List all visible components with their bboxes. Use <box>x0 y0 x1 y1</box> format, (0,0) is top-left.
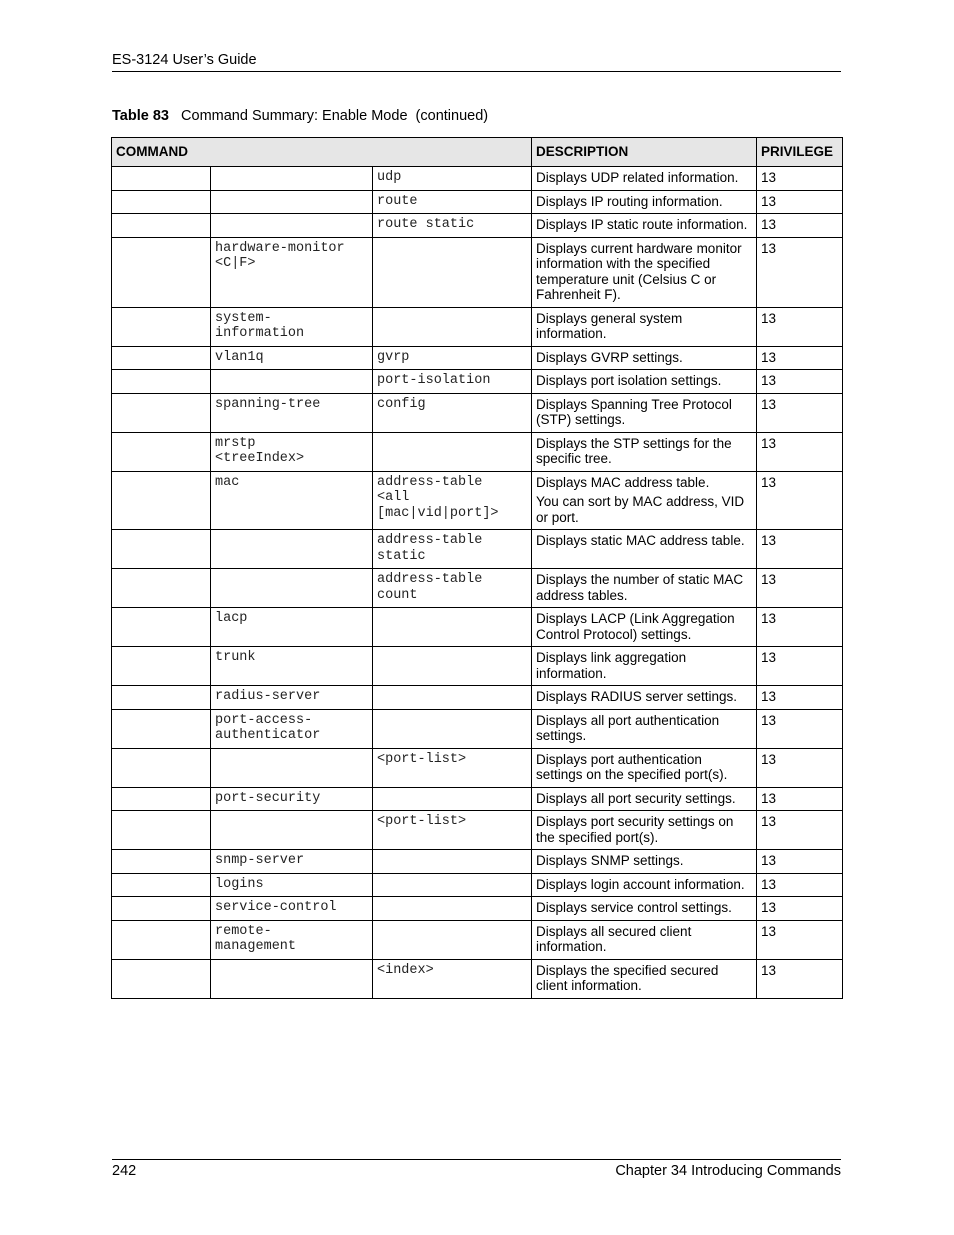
table-row <box>112 897 843 921</box>
table-row <box>112 787 843 811</box>
description-cell <box>532 709 757 748</box>
privilege-cell: 13 <box>757 647 843 686</box>
command-cell-c1 <box>112 569 211 608</box>
command-cell-c1 <box>112 897 211 921</box>
description-cell <box>532 897 757 921</box>
privilege-cell: 13 <box>757 608 843 647</box>
description-text: Displays UDP related information. <box>536 170 739 185</box>
table-row <box>112 530 843 569</box>
table-number: Table 83 <box>112 108 169 124</box>
command-cell-c3: address-table <all [mac|vid|port]> <box>373 471 532 530</box>
guide-title: ES-3124 User’s Guide <box>112 52 257 68</box>
description-text: Displays static MAC address table. <box>536 533 745 548</box>
command-cell-c3: <index> <box>373 959 532 998</box>
page-number: 242 <box>112 1163 137 1179</box>
command-cell-c1 <box>112 647 211 686</box>
description-cell <box>532 237 757 307</box>
table-row <box>112 709 843 748</box>
description-cell <box>532 920 757 959</box>
description-cell <box>532 647 757 686</box>
privilege-cell: 13 <box>757 214 843 238</box>
table-row <box>112 370 843 394</box>
command-cell-c3 <box>373 686 532 710</box>
command-cell-c3: gvrp <box>373 346 532 370</box>
privilege-cell: 13 <box>757 709 843 748</box>
command-cell-c3: config <box>373 393 532 432</box>
command-cell-c1 <box>112 959 211 998</box>
command-cell-c3 <box>373 709 532 748</box>
privilege-cell: 13 <box>757 432 843 471</box>
description-text: Displays IP routing information. <box>536 193 723 209</box>
command-cell-c1 <box>112 190 211 214</box>
table-row <box>112 393 843 432</box>
table-row <box>112 959 843 998</box>
privilege-cell: 13 <box>757 959 843 998</box>
command-cell-c1 <box>112 346 211 370</box>
description-cell <box>532 530 757 569</box>
table-row <box>112 686 843 710</box>
privilege-cell: 13 <box>757 787 843 811</box>
table-row <box>112 190 843 214</box>
command-cell-c2 <box>211 190 373 214</box>
command-cell-c1 <box>112 530 211 569</box>
command-cell-c3: address-table static <box>373 530 532 569</box>
command-cell-c2: remote- management <box>211 920 373 959</box>
command-cell-c2: trunk <box>211 647 373 686</box>
command-cell-c2 <box>211 370 373 394</box>
description-text: Displays current hardware monitor information with the specified temperature unit (Celsius C or Fahrenheit F). <box>536 240 742 302</box>
page-header <box>112 51 841 72</box>
command-cell-c1 <box>112 432 211 471</box>
command-cell-c1 <box>112 167 211 191</box>
table-header-row <box>112 138 843 167</box>
command-cell-c3 <box>373 850 532 874</box>
privilege-cell: 13 <box>757 897 843 921</box>
command-cell-c2: mrstp <treeIndex> <box>211 432 373 471</box>
command-cell-c1 <box>112 214 211 238</box>
command-cell-c2: system- information <box>211 307 373 346</box>
command-cell-c3 <box>373 432 532 471</box>
description-text: Displays port security settings on the specified port(s). <box>536 814 734 845</box>
description-text: Displays port authentication settings on the specified port(s). <box>536 751 728 782</box>
command-cell-c2: port-security <box>211 787 373 811</box>
command-cell-c3: <port-list> <box>373 748 532 787</box>
table-row <box>112 873 843 897</box>
command-cell-c2: hardware-monitor <C|F> <box>211 237 373 307</box>
command-cell-c1 <box>112 811 211 850</box>
header-command: COMMAND <box>112 138 532 167</box>
command-cell-c3 <box>373 920 532 959</box>
description-cell <box>532 569 757 608</box>
command-cell-c2 <box>211 811 373 850</box>
privilege-cell: 13 <box>757 920 843 959</box>
description-text: Displays MAC address table. <box>536 474 710 490</box>
page-footer <box>112 1159 841 1182</box>
command-cell-c3 <box>373 873 532 897</box>
command-cell-c3: route static <box>373 214 532 238</box>
chapter-title: Chapter 34 Introducing Commands <box>615 1163 841 1179</box>
description-cell <box>532 190 757 214</box>
table-row <box>112 811 843 850</box>
command-cell-c2: radius-server <box>211 686 373 710</box>
command-cell-c2 <box>211 569 373 608</box>
description-cell <box>532 850 757 874</box>
privilege-cell: 13 <box>757 346 843 370</box>
privilege-cell: 13 <box>757 569 843 608</box>
command-cell-c3 <box>373 237 532 307</box>
privilege-cell: 13 <box>757 370 843 394</box>
command-cell-c1 <box>112 471 211 530</box>
command-cell-c1 <box>112 748 211 787</box>
description-text: Displays IP static route information. <box>536 217 748 232</box>
command-cell-c3: address-table count <box>373 569 532 608</box>
command-summary-table <box>111 137 843 999</box>
command-cell-c2: logins <box>211 873 373 897</box>
description-text: Displays the STP settings for the specific tree. <box>536 435 732 466</box>
header-privilege: PRIVILEGE <box>757 138 843 167</box>
privilege-cell: 13 <box>757 530 843 569</box>
description-text: Displays GVRP settings. <box>536 349 683 365</box>
command-cell-c2: lacp <box>211 608 373 647</box>
table-row <box>112 432 843 471</box>
command-cell-c1 <box>112 787 211 811</box>
command-cell-c2: service-control <box>211 897 373 921</box>
privilege-cell: 13 <box>757 811 843 850</box>
command-cell-c2: vlan1q <box>211 346 373 370</box>
description-text: Displays the number of static MAC address tables. <box>536 572 744 603</box>
table-row <box>112 346 843 370</box>
description-cell <box>532 748 757 787</box>
privilege-cell: 13 <box>757 237 843 307</box>
table-row <box>112 214 843 238</box>
command-cell-c1 <box>112 370 211 394</box>
command-cell-c1 <box>112 686 211 710</box>
table-row <box>112 167 843 191</box>
command-cell-c2: snmp-server <box>211 850 373 874</box>
privilege-cell: 13 <box>757 748 843 787</box>
header-description: DESCRIPTION <box>532 138 757 167</box>
command-cell-c3: port-isolation <box>373 370 532 394</box>
command-cell-c1 <box>112 709 211 748</box>
description-text: Displays login account information. <box>536 876 745 892</box>
description-text: Displays general system information. <box>536 310 683 341</box>
command-cell-c2: mac <box>211 471 373 530</box>
description-cell <box>532 346 757 370</box>
command-cell-c3: route <box>373 190 532 214</box>
command-cell-c2 <box>211 214 373 238</box>
command-cell-c1 <box>112 393 211 432</box>
command-cell-c2 <box>211 959 373 998</box>
description-cell <box>532 393 757 432</box>
description-cell <box>532 432 757 471</box>
privilege-cell: 13 <box>757 686 843 710</box>
table-row <box>112 608 843 647</box>
description-text: You can sort by MAC address, VID or port. <box>536 494 745 525</box>
description-cell <box>532 214 757 238</box>
table-row <box>112 471 843 530</box>
table-row <box>112 647 843 686</box>
command-cell-c2 <box>211 167 373 191</box>
command-cell-c3: udp <box>373 167 532 191</box>
table-row <box>112 569 843 608</box>
description-text: Displays RADIUS server settings. <box>536 689 738 704</box>
table-row <box>112 850 843 874</box>
description-text: Displays LACP (Link Aggregation Control Protocol) settings. <box>536 611 735 642</box>
command-cell-c3 <box>373 307 532 346</box>
description-cell <box>532 307 757 346</box>
description-text: Displays service control settings. <box>536 900 732 915</box>
description-cell <box>532 686 757 710</box>
description-text: Displays SNMP settings. <box>536 853 684 868</box>
description-cell <box>532 959 757 998</box>
table-body <box>112 167 843 999</box>
command-cell-c2 <box>211 530 373 569</box>
privilege-cell: 13 <box>757 471 843 530</box>
command-cell-c3 <box>373 897 532 921</box>
privilege-cell: 13 <box>757 167 843 191</box>
privilege-cell: 13 <box>757 393 843 432</box>
privilege-cell: 13 <box>757 873 843 897</box>
description-cell <box>532 471 757 530</box>
table-row <box>112 237 843 307</box>
description-cell <box>532 167 757 191</box>
description-cell <box>532 873 757 897</box>
description-cell <box>532 787 757 811</box>
description-cell <box>532 811 757 850</box>
privilege-cell: 13 <box>757 307 843 346</box>
description-text: Displays port isolation settings. <box>536 373 722 388</box>
table-row <box>112 920 843 959</box>
command-cell-c1 <box>112 850 211 874</box>
description-text: Displays link aggregation information. <box>536 650 687 681</box>
command-cell-c2 <box>211 748 373 787</box>
description-text: Displays all port security settings. <box>536 790 736 806</box>
command-cell-c3: <port-list> <box>373 811 532 850</box>
description-text: Displays the specified secured client information. <box>536 962 719 993</box>
command-cell-c2: port-access- authenticator <box>211 709 373 748</box>
command-cell-c1 <box>112 307 211 346</box>
command-cell-c2: spanning-tree <box>211 393 373 432</box>
description-cell <box>532 608 757 647</box>
command-cell-c1 <box>112 920 211 959</box>
command-cell-c3 <box>373 608 532 647</box>
privilege-cell: 13 <box>757 850 843 874</box>
command-cell-c3 <box>373 787 532 811</box>
privilege-cell: 13 <box>757 190 843 214</box>
description-text: Displays all port authentication settings. <box>536 712 720 743</box>
description-text: Displays Spanning Tree Protocol (STP) settings. <box>536 396 732 427</box>
table-title: Command Summary: Enable Mode (continued) <box>181 108 489 124</box>
command-cell-c1 <box>112 237 211 307</box>
description-text: Displays all secured client information. <box>536 923 692 954</box>
description-cell <box>532 370 757 394</box>
table-row <box>112 748 843 787</box>
table-row <box>112 307 843 346</box>
command-cell-c1 <box>112 608 211 647</box>
table-caption <box>112 108 488 124</box>
command-cell-c1 <box>112 873 211 897</box>
command-cell-c3 <box>373 647 532 686</box>
